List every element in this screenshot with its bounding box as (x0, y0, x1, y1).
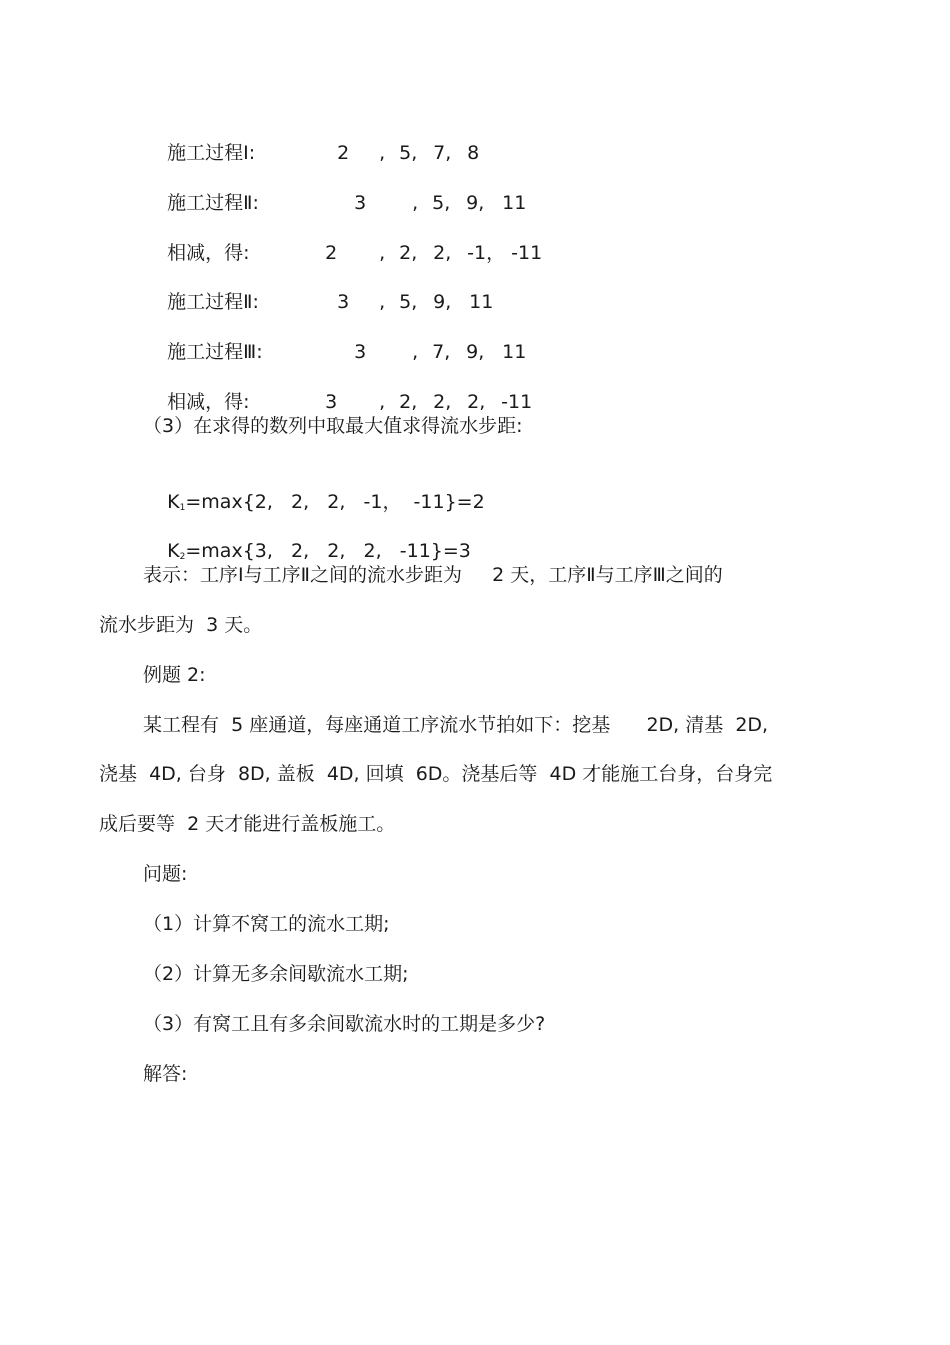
row-label: 施工过程Ⅰ: (167, 142, 256, 164)
question-1: （1）计算不窝工的流水工期; (143, 913, 390, 935)
row-value: 9, (466, 341, 485, 363)
explanation-line-1: 表示：工序Ⅰ与工序Ⅱ之间的流水步距为 2 天，工序Ⅱ与工序Ⅲ之间的 (143, 564, 723, 586)
row-label: 施工过程Ⅲ: (167, 341, 263, 363)
problem-line-2: 浇基 4D, 台身 8D, 盖板 4D, 回填 6D。浇基后等 4D 才能施工台身，台身完 (99, 763, 773, 785)
row-value: , (412, 341, 419, 363)
row-value: 3 (354, 192, 367, 214)
row-value: -11 (501, 391, 533, 413)
row-value: -11 (511, 242, 543, 264)
question-3: （3）有窝工且有多余间歇流水时的工期是多少? (143, 1013, 546, 1035)
k2-symbol: K (167, 540, 180, 562)
row-value: 9, (466, 192, 485, 214)
row-label: 施工过程Ⅱ: (167, 192, 259, 214)
row-value: 2, (399, 242, 418, 264)
row-value: , (379, 242, 386, 264)
question-2: （2）计算无多余间歇流水工期; (143, 963, 409, 985)
question-title: 问题: (143, 863, 188, 885)
row-value: 7, (432, 341, 451, 363)
row-value: , (379, 291, 386, 313)
row-label: 相减，得: (167, 391, 250, 413)
row-value: 3 (337, 291, 350, 313)
k2-subscript: 2 (179, 552, 186, 562)
row-value: 11 (502, 192, 527, 214)
row-value: 8 (467, 142, 480, 164)
row-value: 5, (432, 192, 451, 214)
row-value: 2, (433, 391, 452, 413)
k1-symbol: K (167, 491, 180, 513)
k1-subscript: 1 (179, 503, 186, 513)
k1-expression: =max{2, 2, 2, -1， -11}=2 (185, 491, 485, 513)
row-value: 5, (399, 142, 418, 164)
step3-heading: （3）在求得的数列中取最大值求得流水步距: (143, 415, 523, 437)
row-value: 2 (337, 142, 350, 164)
problem-line-3: 成后要等 2 天才能进行盖板施工。 (99, 813, 396, 835)
row-value: 5, (399, 291, 418, 313)
row-value: 2, (467, 391, 486, 413)
row-value: 2, (399, 391, 418, 413)
row-value: 2 (325, 242, 338, 264)
row-value: 3 (354, 341, 367, 363)
answer-title: 解答: (143, 1063, 188, 1085)
row-value: , (379, 391, 386, 413)
row-value: 11 (469, 291, 494, 313)
explanation-line-2: 流水步距为 3 天。 (99, 614, 263, 636)
k2-expression: =max{3, 2, 2, 2, -11}=3 (185, 540, 471, 562)
example-title: 例题 2: (143, 664, 206, 686)
row-value: , (379, 142, 386, 164)
problem-line-1: 某工程有 5 座通道，每座通道工序流水节拍如下：挖基 2D, 清基 2D, (143, 714, 769, 736)
row-label: 施工过程Ⅱ: (167, 291, 259, 313)
row-value: 2, (433, 242, 452, 264)
row-value: 9, (433, 291, 452, 313)
row-value: -1， (467, 242, 506, 264)
row-value: , (412, 192, 419, 214)
row-value: 11 (502, 341, 527, 363)
row-value: 3 (325, 391, 338, 413)
row-label: 相减，得: (167, 242, 250, 264)
row-value: 7, (433, 142, 452, 164)
